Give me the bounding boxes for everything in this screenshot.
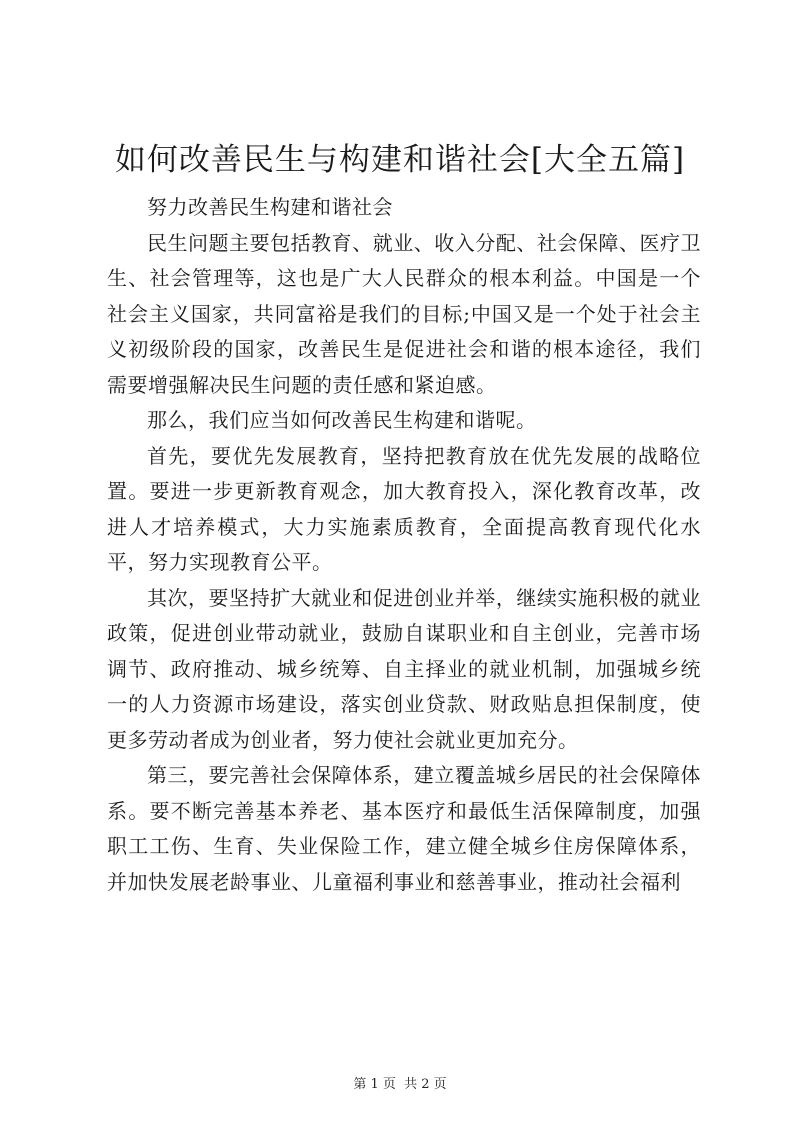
- paragraph: 那么，我们应当如何改善民生构建和谐呢。: [147, 408, 537, 432]
- subtitle-paragraph: 努力改善民生构建和谐社会: [147, 195, 393, 219]
- paragraph: 其次，要坚持扩大就业和促进创业并举，继续实施积极的就业政策，促进创业带动就业，鼓励自谋职业和自主创业，完善市场调节、政府推动、城乡统筹、自主择业的就业机制，加强城乡统一的人力资源市场建设，落实创业贷款、财政贴息担保制度，使更多劳动者成为创业者，努力使社会就业更加充分。: [107, 585, 701, 752]
- page-footer: 第 1 页 共 2 页: [353, 1077, 447, 1092]
- document-body: [107, 190, 701, 900]
- paragraph: 首先，要优先发展教育，坚持把教育放在优先发展的战略位置。要进一步更新教育观念，加大教育投入，深化教育改革，改进人才培养模式，大力实施素质教育，全面提高教育现代化水平，努力实现教育公平。: [107, 443, 701, 574]
- document-title: 如何改善民生与构建和谐社会[大全五篇]: [114, 142, 686, 178]
- paragraph: 民生问题主要包括教育、就业、收入分配、社会保障、医疗卫生、社会管理等，这也是广大人民群众的根本利益。中国是一个社会主义国家，共同富裕是我们的目标;中国又是一个处于社会主义初级阶段的国家，改善民生是促进社会和谐的根本途径，我们需要增强解决民生问题的责任感和紧迫感。: [107, 230, 701, 397]
- paragraph: 第三，要完善社会保障体系，建立覆盖城乡居民的社会保障体系。要不断完善基本养老、基本医疗和最低生活保障制度，加强职工工伤、生育、失业保险工作，建立健全城乡住房保障体系，并加快发展老龄事业、儿童福利事业和慈善事业，推动社会福利: [107, 763, 701, 894]
